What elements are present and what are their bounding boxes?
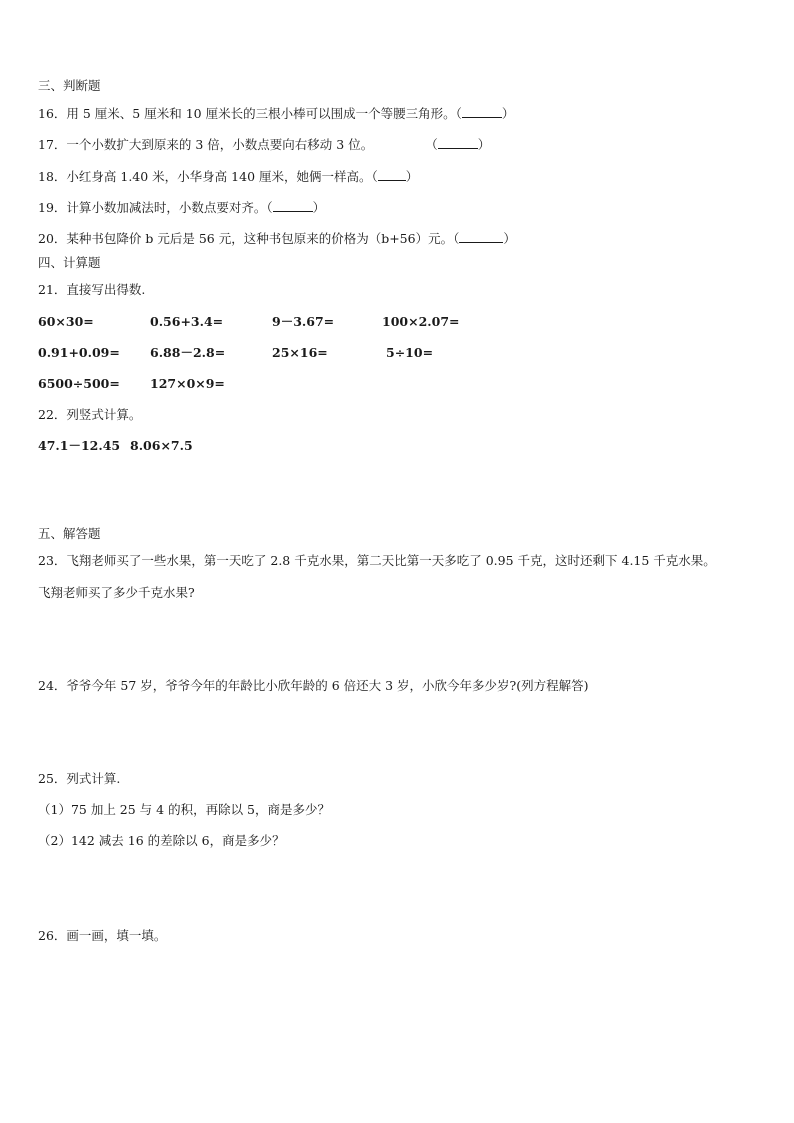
question-number: 20． xyxy=(38,231,67,246)
section-5-title: 五、解答题 xyxy=(38,526,101,541)
calc-item: 5÷10= xyxy=(386,345,434,360)
question-20 xyxy=(38,230,516,247)
question-text: 飞翔老师买了一些水果，第一天吃了 2.8 千克水果，第二天比第一天多吃了 0.95 千克，这时还剩下 4.15 千克水果。 xyxy=(66,553,716,568)
vertical-calc-item: 8.06×7.5 xyxy=(130,438,193,453)
question-number: 26． xyxy=(38,928,67,943)
question-25 xyxy=(38,771,120,787)
question-text: 爷爷今年 57 岁，爷爷今年的年龄比小欣年龄的 6 倍还大 3 岁，小欣今年多少岁?(列方程解答) xyxy=(66,678,589,693)
calc-item: 25×16= xyxy=(272,345,328,360)
question-22 xyxy=(38,407,141,423)
question-text: 一个小数扩大到原来的 3 倍，小数点要向右移动 3 位。 xyxy=(66,137,374,152)
question-21 xyxy=(38,282,145,298)
question-text: 小红身高 1.40 米，小华身高 140 厘米，她俩一样高。（ xyxy=(66,169,378,184)
question-number: 24． xyxy=(38,678,67,693)
answer-blank[interactable] xyxy=(459,230,503,243)
bracket-close: ） xyxy=(501,106,515,121)
answer-blank[interactable] xyxy=(378,168,406,181)
answer-blank[interactable] xyxy=(438,136,478,149)
question-number: 17． xyxy=(38,137,67,152)
question-25-sub-1: （1）75 加上 25 与 4 的积，再除以 5，商是多少？ xyxy=(38,802,331,817)
calc-item: 6500÷500= xyxy=(38,376,120,391)
calc-item: 127×0×9= xyxy=(150,376,225,391)
question-number: 18． xyxy=(38,169,67,184)
question-26 xyxy=(38,928,166,944)
question-text: 列式计算. xyxy=(66,771,121,786)
question-19 xyxy=(38,199,325,216)
question-number: 22． xyxy=(38,407,67,422)
bracket-open: （ xyxy=(425,137,438,152)
question-text: 计算小数加减法时，小数点要对齐。（ xyxy=(66,200,273,215)
question-25-sub-2: （2）142 减去 16 的差除以 6，商是多少？ xyxy=(38,833,285,848)
question-text: 画一画，填一填。 xyxy=(66,928,167,943)
question-number: 16． xyxy=(38,106,67,121)
answer-blank[interactable] xyxy=(273,199,313,212)
bracket-close: ） xyxy=(312,200,326,215)
question-number: 23． xyxy=(38,553,67,568)
calc-item: 60×30= xyxy=(38,314,94,329)
question-23 xyxy=(38,553,716,569)
calc-item: 0.56+3.4= xyxy=(150,314,224,329)
section-4-title: 四、计算题 xyxy=(38,255,101,270)
section-3-title: 三、判断题 xyxy=(38,78,101,93)
bracket-close: ） xyxy=(477,137,491,152)
question-text: 直接写出得数. xyxy=(66,282,146,297)
question-number: 25． xyxy=(38,771,67,786)
calc-item: 6.88－2.8= xyxy=(150,345,226,360)
calc-item: 100×2.07= xyxy=(382,314,460,329)
question-16 xyxy=(38,105,514,122)
question-number: 19． xyxy=(38,200,67,215)
question-text: 用 5 厘米、5 厘米和 10 厘米长的三根小棒可以围成一个等腰三角形。（ xyxy=(66,106,462,121)
question-number: 21． xyxy=(38,282,67,297)
question-24 xyxy=(38,678,589,694)
question-23-line-2: 飞翔老师买了多少千克水果? xyxy=(38,585,195,600)
bracket-close: ） xyxy=(503,231,516,246)
question-18 xyxy=(38,168,418,185)
question-17 xyxy=(38,136,490,153)
calc-item: 9－3.67= xyxy=(272,314,335,329)
answer-blank[interactable] xyxy=(462,105,502,118)
question-text: 某种书包降价 b 元后是 56 元，这种书包原来的价格为（b+56）元。（ xyxy=(66,231,460,246)
bracket-close: ） xyxy=(405,169,419,184)
question-text: 列竖式计算。 xyxy=(66,407,142,422)
vertical-calc-item: 47.1－12.45 xyxy=(38,438,121,453)
calc-item: 0.91+0.09= xyxy=(38,345,120,360)
